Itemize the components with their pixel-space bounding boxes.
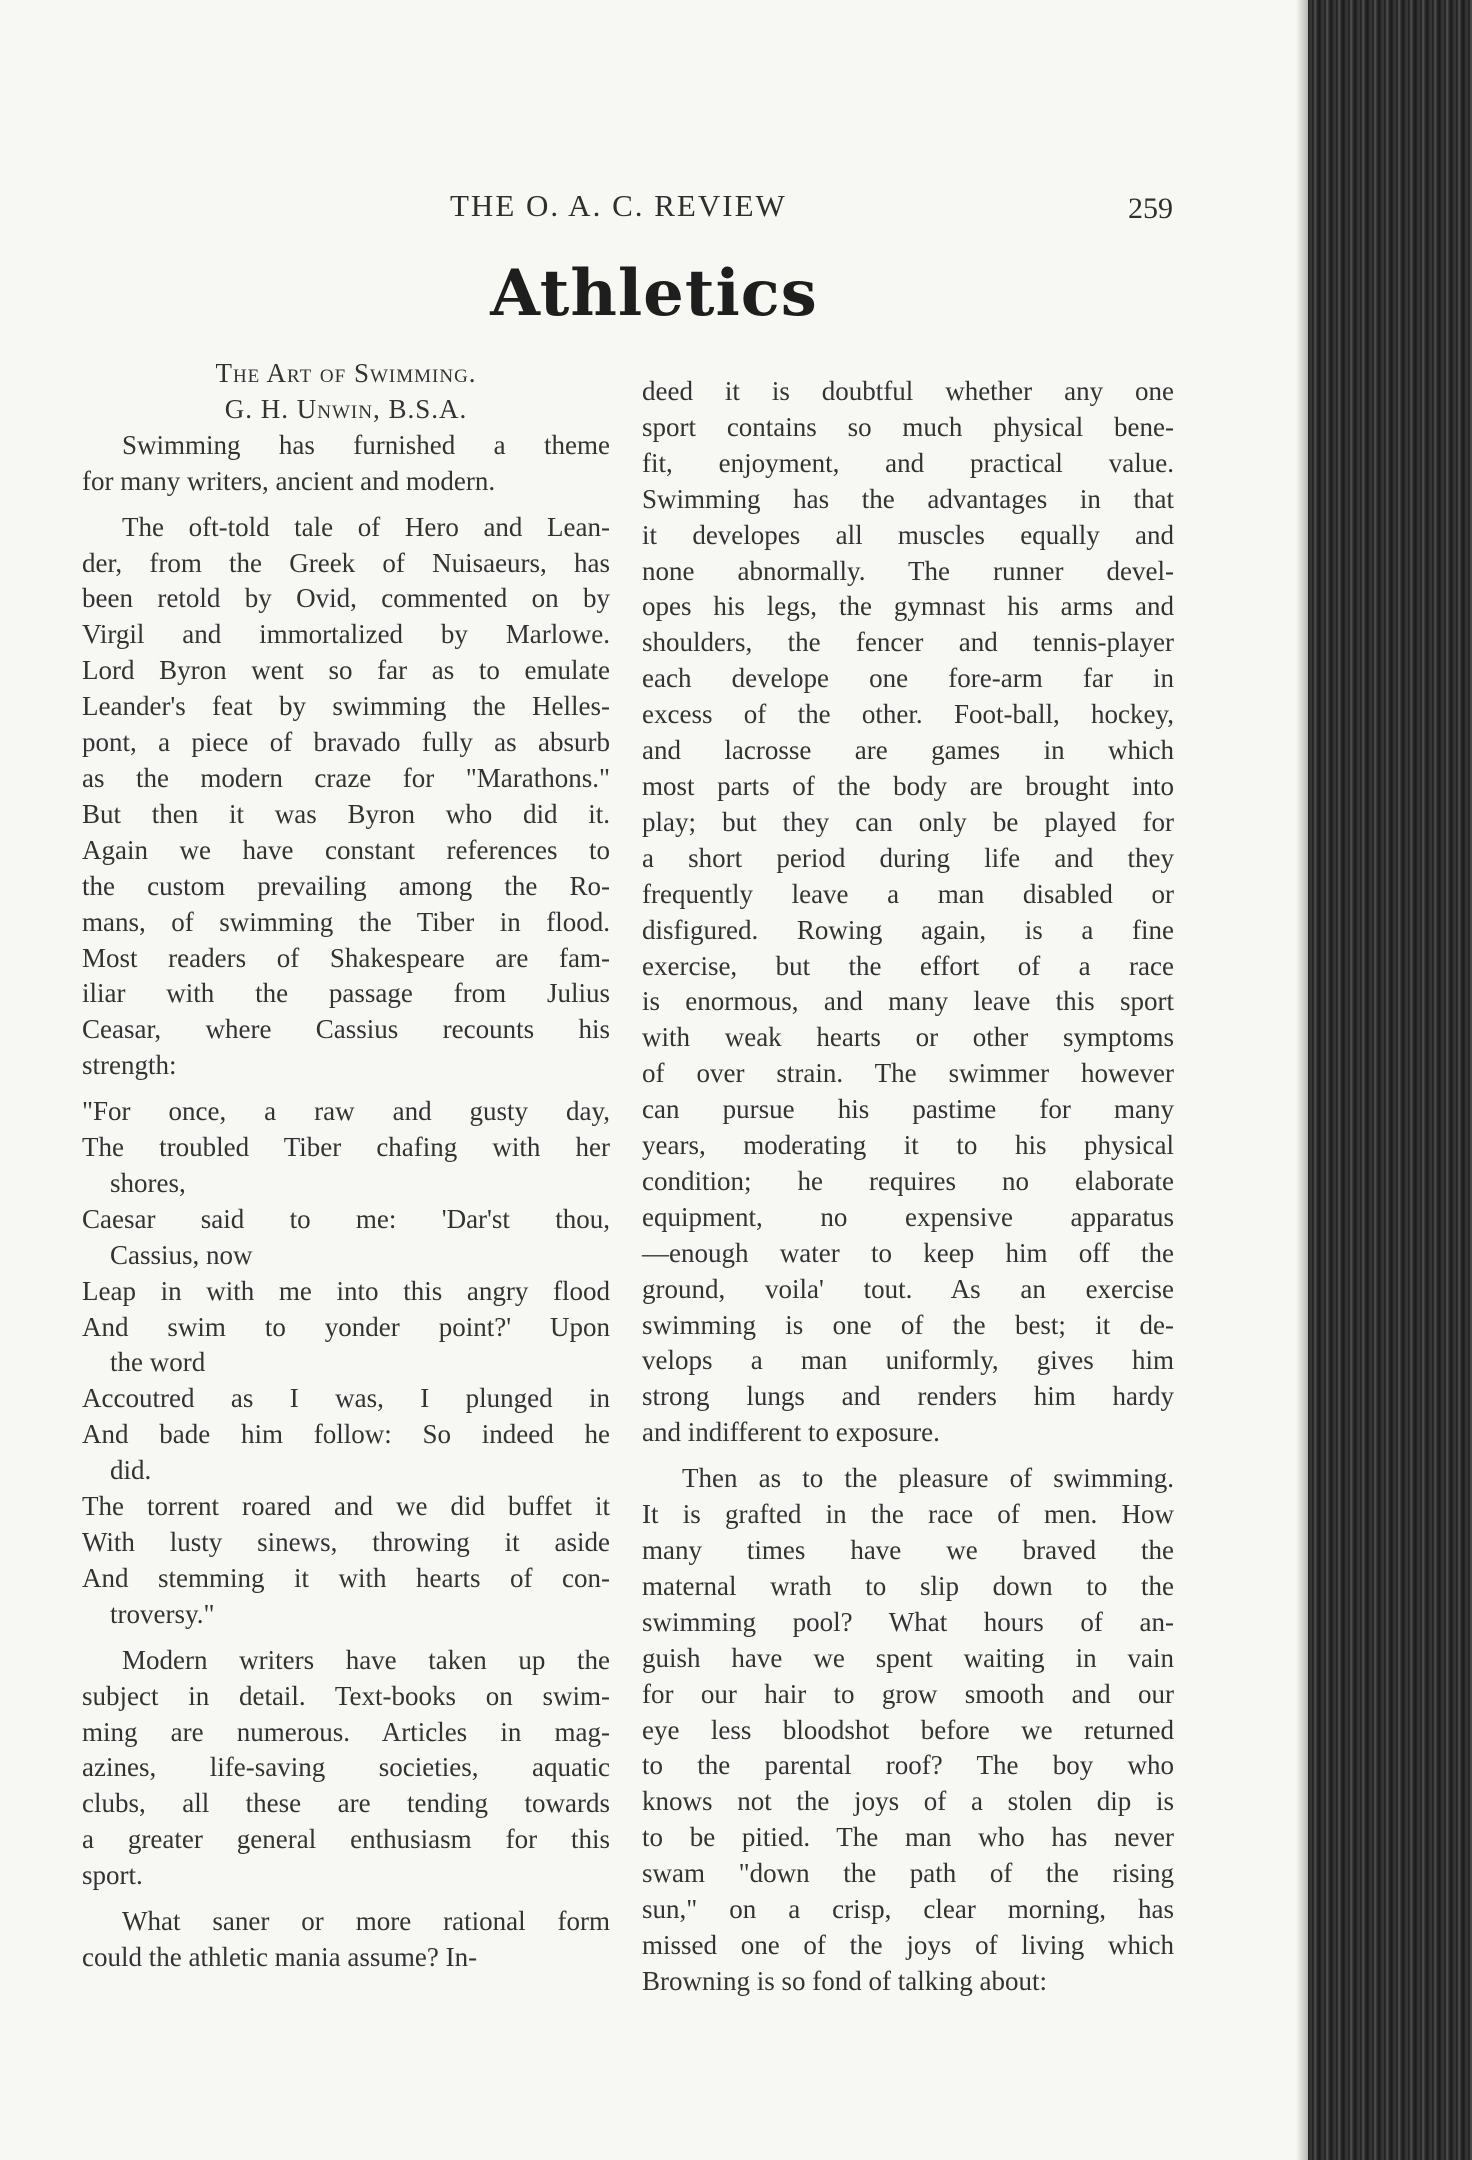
text-line: With lusty sinews, throwing it aside [82,1527,610,1557]
text-line: none abnormally. The runner devel- [642,555,1174,586]
text-line: "For once, a raw and gusty day, [82,1096,610,1127]
text-line: play; but they can only be played for [642,806,1174,837]
text-line: But then it was Byron who did it. [82,798,610,829]
text-line: fit, enjoyment, and practical value. [642,447,1174,478]
text-line: disfigured. Rowing again, is a fine [642,914,1174,945]
text-line: Again we have constant references to [82,834,610,865]
text-line: a short period during life and they [642,842,1174,873]
text-line: And swim to yonder point?' Upon [82,1311,610,1342]
text-line: a greater general enthusiasm for this [82,1824,610,1855]
text-line: azines, life-saving societies, aquatic [82,1752,610,1783]
text-line: velops a man uniformly, gives him [642,1345,1174,1376]
article-title: The Art of Swimming. [215,358,477,388]
text-line: subject in detail. Text-books on swim- [82,1680,610,1711]
text-line: eye less bloodshot before we returned [642,1714,1174,1745]
right-column [642,374,1174,2000]
text-line: Leap in with me into this angry flood [82,1275,610,1306]
text-line: The torrent roared and we did buffet it [82,1491,610,1522]
text-line: shores, [110,1167,186,1198]
text-line: could the athletic mania assume? In- [82,1941,478,1972]
text-line: Swimming has furnished a theme [122,429,610,460]
text-line: Cassius, now [110,1239,253,1270]
paragraph-gap [642,1451,1174,1461]
text-line: clubs, all these are tending towards [82,1788,610,1819]
text-line: equipment, no expensive apparatus [642,1201,1174,1232]
text-line: Lord Byron went so far as to emulate [82,655,610,686]
text-line: each develope one fore-arm far in [642,663,1174,694]
paragraph-gap [82,1633,610,1643]
text-line: exercise, but the effort of a race [642,950,1174,981]
text-line: it developes all muscles equally and [642,519,1174,550]
text-line: deed it is doubtful whether any one [642,376,1174,406]
text-line: And stemming it with hearts of con- [82,1562,610,1593]
text-line: of over strain. The swimmer however [642,1058,1174,1089]
text-line: The troubled Tiber chafing with her [82,1132,610,1163]
text-line: strong lungs and renders him hardy [642,1381,1174,1412]
text-line: Swimming has the advantages in that [642,483,1174,514]
text-line: ming are numerous. Articles in mag- [82,1716,610,1747]
text-line: to the parental roof? The boy who [642,1750,1174,1781]
section-title: Athletics [490,256,818,331]
text-line: swam "down the path of the rising [642,1858,1174,1889]
text-line: as the modern craze for "Marathons." [82,762,610,793]
text-line: And bade him follow: So indeed he [82,1419,610,1450]
text-line: did. [110,1455,152,1486]
book-edge [1308,0,1472,2160]
text-line: excess of the other. Foot-ball, hockey, [642,699,1174,730]
text-line: pont, a piece of bravado fully as absurb [82,727,610,758]
text-line: with weak hearts or other symptoms [642,1022,1174,1053]
article-author: G. H. Unwin, B.S.A. [224,393,468,424]
text-line: condition; he requires no elaborate [642,1165,1174,1196]
left-column [82,356,610,1976]
text-line: swimming is one of the best; it de- [642,1309,1174,1340]
text-line: Ceasar, where Cassius recounts his [82,1014,610,1045]
text-line: for our hair to grow smooth and our [642,1678,1174,1709]
text-line: years, moderating it to his physical [642,1130,1174,1161]
right-column-text [642,374,1174,2000]
running-head: THE O. A. C. REVIEW [450,188,787,223]
text-line: Most readers of Shakespeare are fam- [82,942,610,973]
paragraph-gap [82,1084,610,1094]
text-line: and indifferent to exposure. [642,1417,940,1448]
text-line: many times have we braved the [642,1535,1174,1565]
page-number: 259 [1128,192,1173,225]
paragraph-gap [82,1894,610,1904]
text-line: is enormous, and many leave this sport [642,986,1174,1017]
text-line: sport contains so much physical bene- [642,411,1174,442]
text-line: shoulders, the fencer and tennis-player [642,627,1174,658]
text-line: missed one of the joys of living which [642,1929,1174,1960]
text-line: Virgil and immortalized by Marlowe. [82,619,610,650]
text-line: to be pitied. The man who has never [642,1822,1174,1853]
text-line: opes his legs, the gymnast his arms and [642,591,1174,622]
text-line: sun," on a crisp, clear morning, has [642,1894,1174,1925]
text-line: for many writers, ancient and modern. [82,465,496,496]
text-line: Browning is so fond of talking about: [642,1965,1047,1996]
text-line: maternal wrath to slip down to the [642,1570,1174,1601]
text-line: iliar with the passage from Julius [82,978,610,1009]
paragraph-gap [82,500,610,510]
text-line: The oft-told tale of Hero and Lean- [122,511,610,542]
text-line: sport. [82,1860,143,1891]
text-line: der, from the Greek of Nuisaeurs, has [82,547,610,578]
text-line: troversy." [110,1598,215,1629]
text-line: It is grafted in the race of men. How [642,1499,1174,1530]
text-line: —enough water to keep him off the [642,1237,1174,1268]
text-line: Caesar said to me: 'Dar'st thou, [82,1203,610,1234]
text-line: can pursue his pastime for many [642,1094,1174,1125]
text-line: mans, of swimming the Tiber in flood. [82,906,610,937]
text-line: frequently leave a man disabled or [642,878,1174,909]
text-line: Leander's feat by swimming the Helles- [82,691,610,722]
text-line: swimming pool? What hours of an- [642,1606,1174,1637]
text-line: Accoutred as I was, I plunged in [82,1383,610,1414]
text-line: Then as to the pleasure of swimming. [682,1463,1174,1494]
text-line: Modern writers have taken up the [122,1644,610,1675]
text-line: What saner or more rational form [122,1906,610,1937]
text-line: and lacrosse are games in which [642,735,1174,766]
text-line: been retold by Ovid, commented on by [82,583,610,614]
text-line: knows not the joys of a stolen dip is [642,1786,1174,1817]
text-line: ground, voila' tout. As an exercise [642,1273,1174,1304]
text-line: the custom prevailing among the Ro- [82,870,610,901]
text-line: guish have we spent waiting in vain [642,1642,1174,1673]
text-line: the word [110,1347,206,1378]
text-line: most parts of the body are brought into [642,770,1174,801]
left-column-text [82,428,610,1976]
text-line: strength: [82,1050,177,1081]
